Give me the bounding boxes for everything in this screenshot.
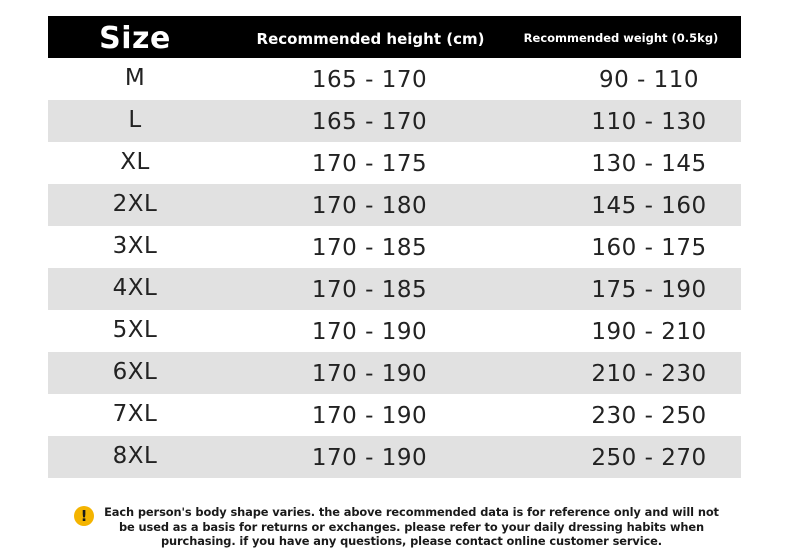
row-size: 2XL bbox=[112, 191, 158, 217]
row-height: 170 - 190 bbox=[311, 361, 428, 387]
row-size: 3XL bbox=[112, 233, 158, 259]
row-height: 170 - 190 bbox=[311, 445, 428, 471]
disclaimer-notice bbox=[74, 505, 724, 549]
row-height: 170 - 190 bbox=[311, 403, 428, 429]
header-recommended-weight: Recommended weight (0.5kg) bbox=[523, 31, 719, 45]
table-row bbox=[48, 226, 741, 268]
row-weight: 160 - 175 bbox=[591, 235, 707, 261]
table-row bbox=[48, 352, 741, 394]
row-size: M bbox=[124, 65, 146, 91]
header-recommended-height: Recommended height (cm) bbox=[256, 30, 485, 48]
row-size: 8XL bbox=[112, 443, 158, 469]
table-row bbox=[48, 58, 741, 100]
table-row bbox=[48, 394, 741, 436]
row-size: 6XL bbox=[112, 359, 158, 385]
row-weight: 210 - 230 bbox=[591, 361, 707, 387]
row-weight: 145 - 160 bbox=[591, 193, 707, 219]
row-weight: 190 - 210 bbox=[591, 319, 707, 345]
table-row bbox=[48, 142, 741, 184]
row-size: 7XL bbox=[112, 401, 158, 427]
row-size: 5XL bbox=[112, 317, 158, 343]
row-height: 165 - 170 bbox=[311, 67, 428, 93]
table-row bbox=[48, 310, 741, 352]
table-row bbox=[48, 100, 741, 142]
size-chart-table bbox=[48, 16, 741, 478]
row-height: 170 - 185 bbox=[311, 235, 428, 261]
row-weight: 175 - 190 bbox=[591, 277, 707, 303]
row-size: XL bbox=[120, 149, 150, 175]
table-row bbox=[48, 436, 741, 478]
row-weight: 130 - 145 bbox=[591, 151, 707, 177]
row-height: 170 - 185 bbox=[311, 277, 428, 303]
table-row bbox=[48, 184, 741, 226]
exclamation-warning-icon: ! bbox=[74, 506, 94, 526]
table-row bbox=[48, 268, 741, 310]
row-height: 170 - 190 bbox=[311, 319, 428, 345]
row-height: 165 - 170 bbox=[311, 109, 428, 135]
row-weight: 230 - 250 bbox=[591, 403, 707, 429]
row-height: 170 - 180 bbox=[311, 193, 428, 219]
disclaimer-text: Each person's body shape varies. the above recommended data is for reference only and will not be used as a basis for returns or exchanges. please refer to your daily dressing habits when purchasing. if you have any questions, please contact online customer service. bbox=[104, 505, 719, 548]
header-size: Size bbox=[99, 20, 171, 56]
row-height: 170 - 175 bbox=[311, 151, 428, 177]
row-weight: 90 - 110 bbox=[598, 67, 700, 93]
row-size: L bbox=[128, 107, 142, 133]
row-weight: 110 - 130 bbox=[591, 109, 707, 135]
row-weight: 250 - 270 bbox=[591, 445, 707, 471]
table-header-row bbox=[48, 16, 741, 58]
row-size: 4XL bbox=[112, 275, 158, 301]
